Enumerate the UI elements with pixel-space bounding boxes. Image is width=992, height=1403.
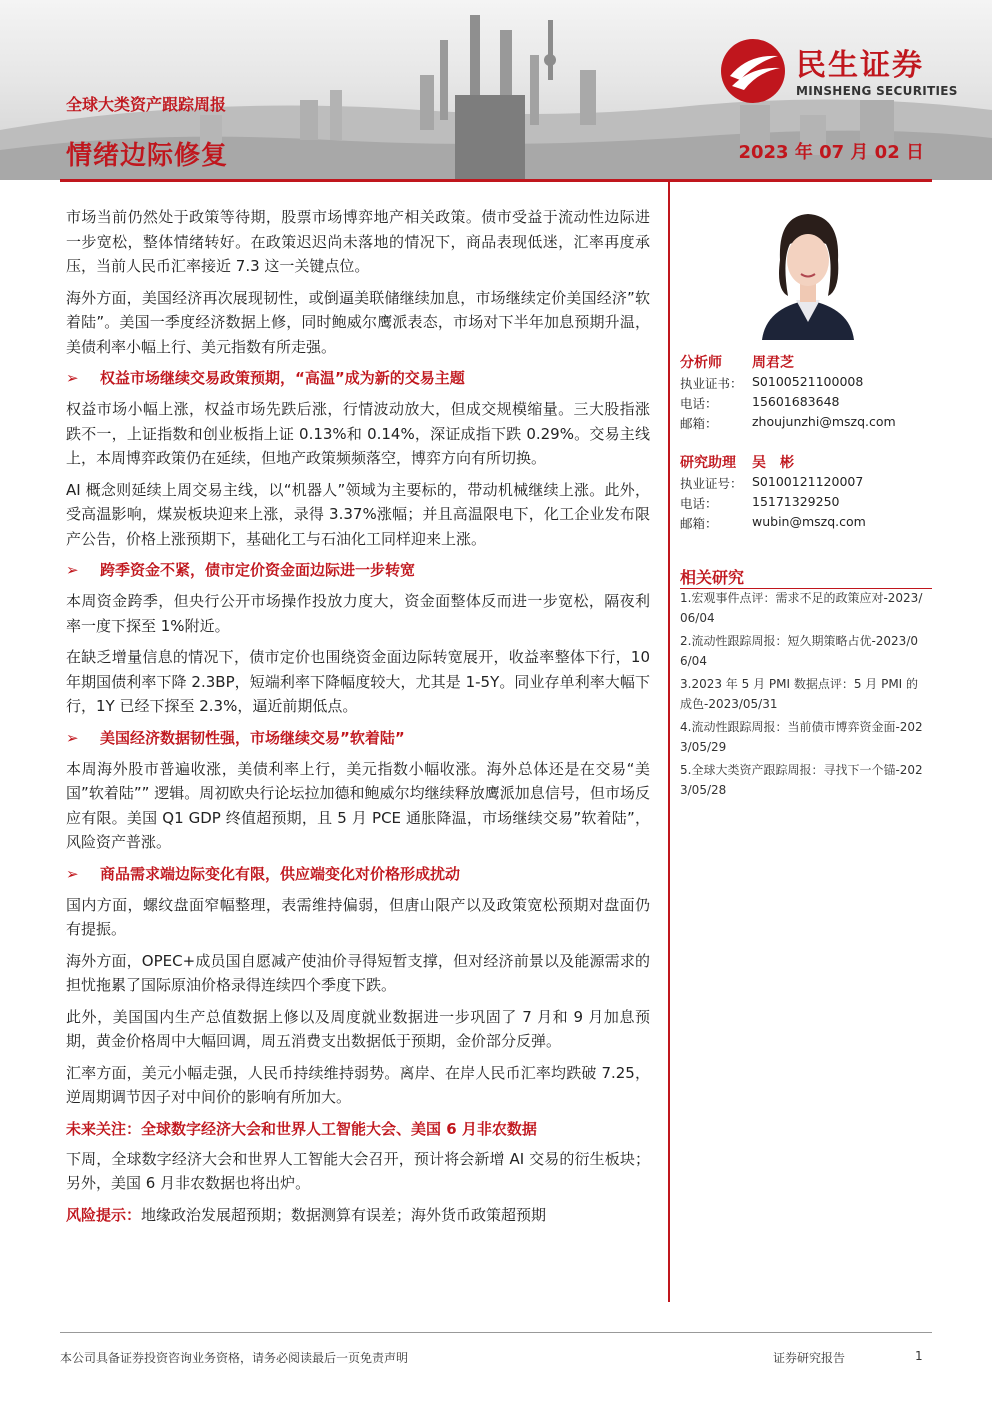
intro-paragraph: 海外方面，美国经济再次展现韧性，或倒逼美联储继续加息，市场继续定价美国经济”软着陆”。美国一季度经济数据上修，同时鲍威尔鹰派表态，市场对下半年加息预期升温，美债利率小幅上行、美元指数有所走强。 [66, 288, 650, 356]
section-heading: ➢ 跨季资金不紧，债市定价资金面边际进一步转宽 [66, 558, 650, 582]
header-banner [0, 0, 992, 180]
section-paragraph: 国内方面，螺纹盘面窄幅整理，表需维持偏弱，但唐山限产以及政策宽松预期对盘面仍有提振。 [66, 895, 650, 938]
section-paragraph: 本周海外股市普遍收涨，美债利率上行，美元指数小幅收涨。海外总体还是在交易“美国”软着陆”” 逻辑。周初欧央行论坛拉加德和鲍威尔均继续释放鹰派加息信号，但市场反应有限。美国 Q1 GDP 终值超预期，且 5 月 PCE 通胀降温，市场继续交易”软着陆”，风险资产普涨。 [66, 759, 650, 851]
footer-disclaimer: 本公司具备证券投资咨询业务资格，请务必阅读最后一页免责声明 [60, 1351, 409, 1365]
assistant-role: 研究助理 吴 彬 [680, 452, 736, 472]
header-divider [60, 179, 932, 182]
report-series: 全球大类资产跟踪周报 [66, 95, 227, 114]
analyst-role: 分析师 周君芝 [680, 352, 722, 372]
chevron-right-icon: ➢ [66, 369, 79, 387]
analyst-name: 周君芝 [752, 355, 794, 371]
outlook-heading: 未来关注：全球数字经济大会和世界人工智能大会、美国 6 月非农数据 [66, 1119, 537, 1138]
assistant-name: 吴 彬 [752, 455, 794, 471]
chevron-right-icon: ➢ [66, 864, 79, 883]
column-divider [668, 182, 670, 1302]
footer-divider [60, 1332, 932, 1333]
chevron-right-icon: ➢ [66, 728, 79, 747]
chevron-right-icon: ➢ [66, 561, 79, 579]
company-logo [718, 36, 968, 106]
logo-mark-icon [718, 36, 788, 106]
section-heading: ➢ 权益市场继续交易政策预期，“高温”成为新的交易主题 [66, 366, 650, 390]
related-item[interactable]: 4.流动性跟踪周报：当前债市博弈资金面-2023/05/29 [680, 720, 923, 754]
logo-text-cn: 民生证券 [796, 48, 924, 83]
analyst-photo [752, 200, 864, 340]
section-heading: ➢ 美国经济数据韧性强，市场继续交易”软着陆” [66, 726, 650, 750]
section-paragraph: 权益市场小幅上涨，权益市场先跌后涨，行情波动放大，但成交规模缩量。三大股指涨跌不一，上证指数和创业板指上证 0.13%和 0.14%，深证成指下跌 0.29%。交易主线上，本周博弈政策仍在延续，但地产政策频频落空，博弈方向有所切换。 [66, 400, 650, 467]
section-paragraph: 在缺乏增量信息的情况下，债市定价也围绕资金面边际转宽展开，收益率整体下行，10 年期国债利率下降 2.3BP，短端利率下降幅度较大，尤其是 1-5Y。同业存单利率大幅下行，1Y 已经下探至 2.3%，逼近前期低点。 [66, 648, 650, 715]
report-title: 情绪边际修复 [66, 141, 229, 171]
section-paragraph: 本周资金跨季，但央行公开市场操作投放力度大，资金面整体反而进一步宽松，隔夜利率一度下探至 1%附近。 [66, 592, 650, 635]
risk-note [66, 1203, 650, 1228]
section-paragraph: 海外方面，OPEC+成员国自愿减产使油价寻得短暂支撑，但对经济前景以及能源需求的担忧拖累了国际原油价格录得连续四个季度下跌。 [66, 951, 650, 994]
section-paragraph: 此外，美国国内生产总值数据上修以及周度就业数据进一步巩固了 7 月和 9 月加息预期，黄金价格周中大幅回调，周五消费支出数据低于预期，金价部分反弹。 [66, 1007, 650, 1050]
main-content [66, 205, 650, 1234]
page-number: 1 [915, 1349, 923, 1363]
related-item[interactable]: 1.宏观事件点评：需求不足的政策应对-2023/06/04 [680, 591, 923, 625]
risk-text: 地缘政治发展超预期；数据测算有误差；海外货币政策超预期 [141, 1205, 547, 1224]
section-heading: ➢ 商品需求端边际变化有限，供应端变化对价格形成扰动 [66, 862, 650, 886]
logo-text-en: MINSHENG SECURITIES [796, 84, 958, 98]
section-paragraph: 汇率方面，美元小幅走强，人民币持续维持弱势。离岸、在岸人民币汇率均跌破 7.25，逆周期调节因子对中间价的影响有所加大。 [66, 1063, 650, 1106]
related-research-title: 相关研究 [680, 568, 745, 587]
related-item[interactable]: 3.2023 年 5 月 PMI 数据点评：5 月 PMI 的成色-2023/05/31 [680, 677, 919, 711]
outlook-paragraph: 下周，全球数字经济大会和世界人工智能大会召开，预计将会新增 AI 交易的衍生板块；另外，美国 6 月非农数据也将出炉。 [66, 1149, 650, 1192]
section-paragraph: AI 概念则延续上周交易主线，以“机器人”领域为主要标的，带动机械继续上涨。此外，受高温影响，煤炭板块迎来上涨，录得 3.37%涨幅；并且高温限电下，化工企业发布限产公告，价格上涨预期下，基础化工与石油化工同样迎来上涨。 [66, 480, 650, 548]
related-item[interactable]: 5.全球大类资产跟踪周报：寻找下一个锚-2023/05/28 [680, 763, 923, 797]
intro-paragraph: 市场当前仍然处于政策等待期，股票市场博弈地产相关政策。债市受益于流动性边际进一步宽松，整体情绪转好。在政策迟迟尚未落地的情况下，商品表现低迷，汇率再度承压，当前人民币汇率接近 7.3 这一关键点位。 [66, 208, 650, 275]
related-item[interactable]: 2.流动性跟踪周报：短久期策略占优-2023/06/04 [680, 634, 918, 668]
risk-label: 风险提示： [66, 1205, 142, 1224]
related-research-list [680, 588, 928, 803]
footer-doc-type: 证券研究报告 [773, 1351, 846, 1365]
report-date: 2023 年 07 月 02 日 [738, 142, 924, 163]
